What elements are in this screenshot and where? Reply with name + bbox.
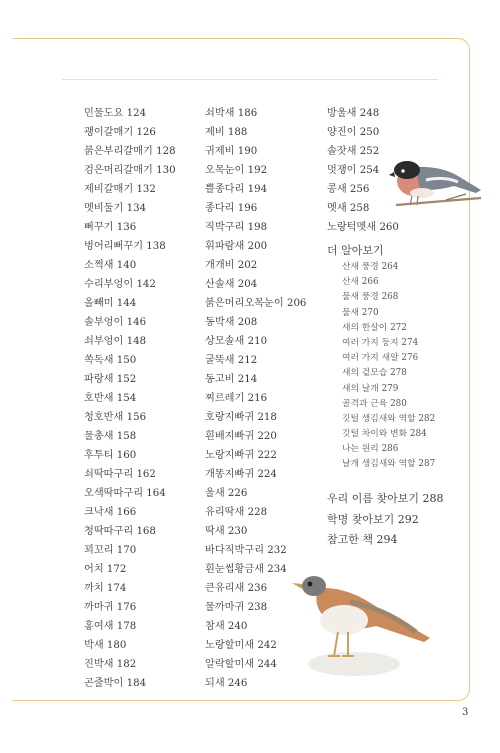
toc-entry[interactable]: 후투티 160 <box>84 450 137 461</box>
toc-entry[interactable]: 붉은부리갈매기 128 <box>84 146 176 157</box>
toc-entry[interactable]: 괭이갈매기 126 <box>84 127 156 138</box>
toc-entry[interactable]: 흰배지빠귀 220 <box>205 431 277 442</box>
toc-entry[interactable]: 울새 226 <box>205 488 248 499</box>
more-entry[interactable]: 깃털 생김새와 역할 282 <box>342 413 436 424</box>
toc-entry[interactable]: 딱새 230 <box>205 526 248 537</box>
more-entry[interactable]: 새의 겉모습 278 <box>342 368 407 379</box>
thrush-illustration <box>292 568 440 680</box>
toc-entry[interactable]: 동박새 208 <box>205 317 258 328</box>
toc-entry[interactable]: 오색딱따구리 164 <box>84 488 166 499</box>
toc-entry[interactable]: 소쩍새 140 <box>84 260 137 271</box>
toc-entry[interactable]: 뻐꾸기 136 <box>84 222 137 233</box>
more-entry[interactable]: 새의 한살이 272 <box>342 322 407 333</box>
more-entry[interactable]: 골격과 근육 280 <box>342 398 407 409</box>
toc-entry[interactable]: 노랑할미새 242 <box>205 640 277 651</box>
index-entry[interactable]: 참고한 책 294 <box>327 533 398 546</box>
more-entry[interactable]: 여러 가지 새알 276 <box>342 353 419 364</box>
toc-entry[interactable]: 붉은머리오목눈이 206 <box>205 298 307 309</box>
more-entry[interactable]: 물새 풍경 268 <box>342 292 399 303</box>
toc-entry[interactable]: 꾀꼬리 170 <box>84 545 137 556</box>
toc-entry[interactable]: 홍여새 178 <box>84 621 137 632</box>
toc-entry[interactable]: 민물도요 124 <box>84 108 147 119</box>
toc-entry[interactable]: 제비 188 <box>205 127 248 138</box>
more-list <box>342 260 435 473</box>
toc-entry[interactable]: 진박새 182 <box>84 659 137 670</box>
toc-column-1 <box>84 104 176 693</box>
toc-entry[interactable]: 큰유리새 236 <box>205 583 268 594</box>
toc-entry[interactable]: 물총새 158 <box>84 431 137 442</box>
toc-entry[interactable]: 되새 246 <box>205 678 248 689</box>
toc-entry[interactable]: 멋쟁이 254 <box>327 165 380 176</box>
toc-entry[interactable]: 바다직박구리 232 <box>205 545 287 556</box>
toc-entry[interactable]: 오목눈이 192 <box>205 165 268 176</box>
more-entry[interactable]: 여러 가지 둥지 274 <box>342 337 419 348</box>
toc-entry[interactable]: 양진이 250 <box>327 127 380 138</box>
toc-entry[interactable]: 굴뚝새 212 <box>205 355 258 366</box>
toc-entry[interactable]: 상모솔새 210 <box>205 336 268 347</box>
toc-entry[interactable]: 방울새 248 <box>327 108 380 119</box>
toc-entry[interactable]: 까마귀 176 <box>84 602 137 613</box>
more-entry[interactable]: 물새 270 <box>342 307 379 318</box>
toc-entry[interactable]: 쏙독새 150 <box>84 355 137 366</box>
toc-entry[interactable]: 산솔새 204 <box>205 279 258 290</box>
toc-entry[interactable]: 흰눈썹황금새 234 <box>205 564 287 575</box>
toc-entry[interactable]: 제비갈매기 132 <box>84 184 156 195</box>
more-heading[interactable]: 더 알아보기 <box>327 244 384 257</box>
more-entry[interactable]: 새의 날개 279 <box>342 383 399 394</box>
toc-entry[interactable]: 유리딱새 228 <box>205 507 268 518</box>
toc-entry[interactable]: 동고비 214 <box>205 374 258 385</box>
toc-entry[interactable]: 찌르레기 216 <box>205 393 268 404</box>
toc-entry[interactable]: 직박구리 198 <box>205 222 268 233</box>
toc-entry[interactable]: 노랑턱멧새 260 <box>327 222 399 233</box>
more-entry[interactable]: 깃털 차이와 변화 284 <box>342 429 427 440</box>
toc-entry[interactable]: 솔잣새 252 <box>327 146 380 157</box>
toc-entry[interactable]: 곤줄박이 184 <box>84 678 147 689</box>
more-entry[interactable]: 산새 풍경 264 <box>342 262 399 272</box>
toc-entry[interactable]: 귀제비 190 <box>205 146 258 157</box>
toc-entry[interactable]: 파랑새 152 <box>84 374 137 385</box>
more-entry[interactable]: 산새 266 <box>342 277 379 288</box>
toc-entry[interactable]: 알락할미새 244 <box>205 659 277 670</box>
header-rule <box>62 79 438 80</box>
index-entry[interactable]: 우리 이름 찾아보기 288 <box>327 492 444 505</box>
toc-entry[interactable]: 까치 174 <box>84 583 127 594</box>
toc-entry[interactable]: 수리부엉이 142 <box>84 279 156 290</box>
toc-entry[interactable]: 개똥지빠귀 224 <box>205 469 277 480</box>
toc-entry[interactable]: 쇠부엉이 148 <box>84 336 147 347</box>
toc-entry[interactable]: 크낙새 166 <box>84 507 137 518</box>
toc-entry[interactable]: 종다리 196 <box>205 203 258 214</box>
toc-entry[interactable]: 물까마귀 238 <box>205 602 268 613</box>
more-entry[interactable]: 나는 원리 286 <box>342 444 399 455</box>
toc-entry[interactable]: 올빼미 144 <box>84 298 137 309</box>
index-list <box>327 489 444 551</box>
toc-entry[interactable]: 청딱따구리 168 <box>84 526 156 537</box>
toc-entry[interactable]: 박새 180 <box>84 640 127 651</box>
toc-entry[interactable]: 노랑지빠귀 222 <box>205 450 277 461</box>
index-entry[interactable]: 학명 찾아보기 292 <box>327 512 419 526</box>
toc-entry[interactable]: 멧새 258 <box>327 203 370 214</box>
toc-entry[interactable]: 콩새 256 <box>327 184 370 195</box>
toc-entry[interactable]: 개개비 202 <box>205 260 258 271</box>
toc-entry[interactable]: 쇠박새 186 <box>205 108 258 119</box>
toc-entry[interactable]: 참새 240 <box>205 621 248 632</box>
toc-entry[interactable]: 휘파람새 200 <box>205 241 268 252</box>
page-number: 3 <box>462 707 469 718</box>
bullfinch-illustration <box>386 150 486 214</box>
toc-entry[interactable]: 청호반새 156 <box>84 412 147 423</box>
toc-entry[interactable]: 쁠종다리 194 <box>205 184 268 195</box>
toc-entry[interactable]: 멧비둘기 134 <box>84 203 147 214</box>
toc-entry[interactable]: 호랑지빠귀 218 <box>205 412 277 423</box>
toc-entry[interactable]: 솔부엉이 146 <box>84 317 147 328</box>
toc-entry[interactable]: 검은머리갈매기 130 <box>84 165 176 176</box>
more-entry[interactable]: 날개 생김새와 역할 287 <box>342 459 436 470</box>
toc-entry[interactable]: 호반새 154 <box>84 393 137 404</box>
toc-entry[interactable]: 어치 172 <box>84 564 127 575</box>
toc-entry[interactable]: 벙어리뻐꾸기 138 <box>84 241 166 252</box>
toc-entry[interactable]: 쇠딱따구리 162 <box>84 469 156 480</box>
